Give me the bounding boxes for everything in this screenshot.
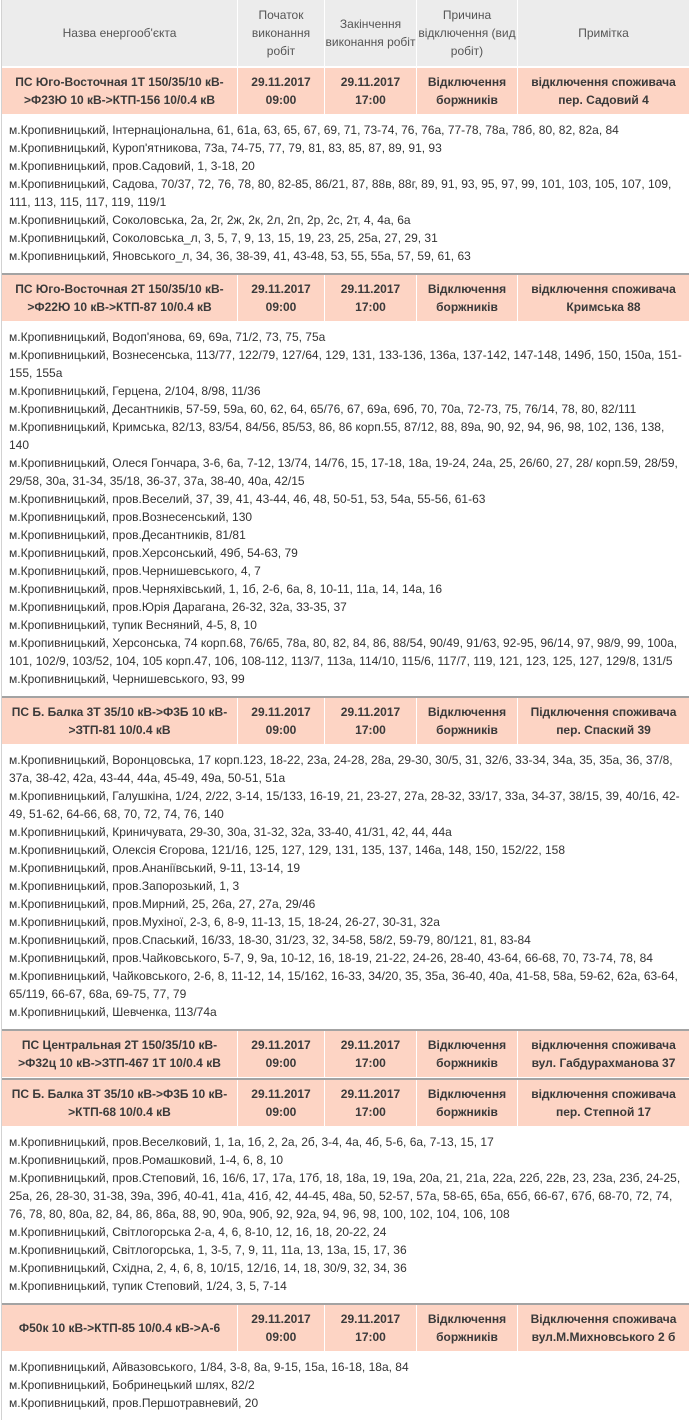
address-line: м.Кропивницький, пров.Херсонський, 49б, 54-63, 79 bbox=[9, 546, 298, 560]
address-line: м.Кропивницький, пров.Першотравневий, 20 bbox=[9, 1396, 259, 1410]
start-time-cell: 29.11.2017 09:00 bbox=[238, 1080, 325, 1126]
start-time-cell: 29.11.2017 09:00 bbox=[238, 1031, 325, 1077]
address-line: м.Кропивницький, Олексія Єгорова, 121/16, 125, 127, 129, 131, 135, 137, 146а, 148, 150, 152/22, 158 bbox=[9, 843, 566, 857]
address-line: м.Кропивницький, Куроп'ятникова, 73а, 74-75, 77, 79, 81, 83, 85, 87, 89, 91, 93 bbox=[9, 141, 442, 155]
energy-object-row bbox=[2, 68, 689, 115]
address-line: м.Кропивницький, Олеся Гончара, 3-6, 6а, 7-12, 13/74, 14/76, 15, 17-18, 18а, 19-24, 24а, 25, 26/60, 27, 28/ корп.59, 28/59, 29/58, 30а, 31-34, 35/18, 36-37, 37а, 38-40, 40а, 42/15 bbox=[9, 456, 678, 488]
note-cell: відключення споживача пер. Степной 17 bbox=[531, 1087, 676, 1119]
energy-object-row bbox=[2, 275, 689, 322]
reason-cell: Відключення боржників bbox=[417, 275, 518, 321]
reason-cell: Відключення боржників bbox=[417, 68, 518, 114]
reason-cell: Відключення боржників bbox=[417, 698, 518, 744]
address-line: м.Кропивницький, Айвазовського, 1/84, 3-8, 8а, 9-15, 15а, 16-18, 18а, 84 bbox=[9, 1360, 409, 1374]
address-list bbox=[2, 115, 689, 273]
note-cell: відключення споживача вул. Габдурахманова 37 bbox=[531, 1038, 676, 1070]
header-object-name: Назва енергооб'єкта bbox=[2, 0, 238, 66]
address-line: м.Кропивницький, Шевченка, 113/74а bbox=[9, 1005, 217, 1019]
address-line: м.Кропивницький, Соколовська_л, 3, 5, 7, 9, 13, 15, 19, 23, 25, 25а, 27, 29, 31 bbox=[9, 231, 438, 245]
end-time-cell: 29.11.2017 17:00 bbox=[325, 1305, 417, 1351]
energy-object-row bbox=[2, 1031, 689, 1078]
address-line: м.Кропивницький, пров.Запорозький, 1, 3 bbox=[9, 879, 240, 893]
object-name-cell: ПС Б. Балка 3Т 35/10 кВ->Ф3Б 10 кВ->КТП-68 10/0.4 кВ bbox=[2, 1080, 238, 1126]
address-line: м.Кропивницький, пров.Чернишевського, 4, 7 bbox=[9, 564, 261, 578]
end-time-cell: 29.11.2017 17:00 bbox=[325, 275, 417, 321]
address-line: м.Кропивницький, пров.Веселковий, 1, 1а, 1б, 2, 2а, 2б, 3-4, 4а, 4б, 5-6, 6а, 7-13, 15, 17 bbox=[9, 1135, 494, 1149]
start-time-cell: 29.11.2017 09:00 bbox=[238, 275, 325, 321]
note-cell: відключення споживача пер. Садовий 4 bbox=[531, 75, 676, 107]
note-cell: Відключення споживача вул.М.Михновського 2 б bbox=[530, 1312, 677, 1344]
object-name-cell: Ф50к 10 кВ->КТП-85 10/0.4 кВ->А-6 bbox=[2, 1305, 238, 1351]
address-list bbox=[2, 322, 689, 696]
address-line: м.Кропивницький, пров.Спаський, 16/33, 18-30, 31/23, 32, 34-58, 58/2, 59-79, 80/121, 81, 83-84 bbox=[9, 933, 531, 947]
address-line: м.Кропивницький, тупик Весняний, 4-5, 8, 10 bbox=[9, 618, 257, 632]
address-line: м.Кропивницький, Яновського_л, 34, 36, 38-39, 41, 43-48, 53, 55, 55а, 57, 59, 61, 63 bbox=[9, 249, 471, 263]
address-line: м.Кропивницький, тупик Степовий, 1/24, 3, 5, 7-14 bbox=[9, 1279, 287, 1293]
start-time-cell: 29.11.2017 09:00 bbox=[238, 68, 325, 114]
header-reason: Причина відключення (вид робіт) bbox=[417, 0, 518, 66]
address-line: м.Кропивницький, пров.Веселий, 37, 39, 41, 43-44, 46, 48, 50-51, 53, 54а, 55-56, 61-63 bbox=[9, 492, 486, 506]
address-line: м.Кропивницький, Кримська, 82/13, 83/54, 84/56, 85/53, 86, 86 корп.55, 87/12, 88, 89а, 90, 92, 94, 96, 98, 102, 136, 138, 140 bbox=[9, 420, 665, 452]
address-line: м.Кропивницький, пров.Степовий, 16, 16/6, 17, 17а, 17б, 18, 18а, 19, 19а, 20а, 21, 21а, 22а, 22б, 22в, 23, 23а, 23б, 24-25, 25а, 26, 28-30, 31-38, 39а, 39б, 40-41, 41а, 41б, 42, 44-45, 48а, 50, 52-57, 57а, 58-65, 65а, 65б, 66-67, 67б, 68-70, 72, 74, 76, 78, 80, 80а, 82, 84, 86, 86а, 88, 90, 90а, 90б, 92, 92а, 94, 96, 98, 100, 102, 104, 106, 108 bbox=[9, 1171, 681, 1221]
start-time-cell: 29.11.2017 09:00 bbox=[238, 698, 325, 744]
note-cell: Підключення споживача пер. Спаский 39 bbox=[530, 705, 677, 737]
address-line: м.Кропивницький, Східна, 2, 4, 6, 8, 10/15, 12/16, 14, 18, 30/9, 32, 34, 36 bbox=[9, 1261, 407, 1275]
address-line: м.Кропивницький, Криничувата, 29-30, 30а, 31-32, 32а, 33-40, 41/31, 42, 44, 44а bbox=[9, 825, 452, 839]
start-time-cell: 29.11.2017 09:00 bbox=[238, 1305, 325, 1351]
header-end-time: Закінчення виконання робіт bbox=[325, 0, 417, 66]
address-line: м.Кропивницький, Світлогорська 2-а, 4, 6, 8-10, 12, 16, 18, 20-22, 24 bbox=[9, 1225, 387, 1239]
address-line: м.Кропивницький, Десантників, 57-59, 59а, 60, 62, 64, 65/76, 67, 69а, 69б, 70, 70а, 72-73, 75, 76/14, 78, 80, 82/111 bbox=[9, 402, 637, 416]
address-list bbox=[2, 1352, 689, 1420]
address-line: м.Кропивницький, Воронцовська, 17 корп.123, 18-22, 23а, 24-28, 28а, 29-30, 30/5, 31, 32/6, 33-34, 34а, 35, 35а, 36, 37/8, 37а, 38-42, 42а, 43-44, 44а, 45-49, 49а, 50-51, 51а bbox=[9, 753, 673, 785]
note-cell: відключення споживача Кримська 88 bbox=[531, 282, 676, 314]
table-header-row bbox=[2, 0, 689, 68]
energy-object-row bbox=[2, 1305, 689, 1352]
address-line: м.Кропивницький, Херсонська, 74 корп.68, 76/65, 78а, 80, 82, 84, 86, 88/54, 90/49, 91/63, 92-95, 96/14, 97, 98/9, 99, 100а, 101, 102/9, 103/52, 104, 105 корп.47, 106, 108-112, 113/7, 113а, 114/10, 115/6, 117/7, 119, 121, 123, 125, 127, 129/8, 131/5 bbox=[9, 636, 678, 668]
reason-cell: Відключення боржників bbox=[417, 1305, 518, 1351]
address-line: м.Кропивницький, пров.Чайковського, 5-7, 9, 9а, 10-12, 16, 18-19, 21-22, 24-26, 28-40, 43-64, 66-68, 70, 73-74, 78, 84 bbox=[9, 951, 653, 965]
address-line: м.Кропивницький, пров.Черняхівський, 1, 1б, 2-6, 6а, 8, 10-11, 11а, 14, 14а, 16 bbox=[9, 582, 443, 596]
address-line: м.Кропивницький, Герцена, 2/104, 8/98, 11/36 bbox=[9, 384, 261, 398]
address-line: м.Кропивницький, пров.Ромашковий, 1-4, 6, 8, 10 bbox=[9, 1153, 284, 1167]
address-list bbox=[2, 1127, 689, 1303]
address-line: м.Кропивницький, Світлогорська, 1, 3-5, 7, 9, 11, 11а, 13, 13а, 15, 17, 36 bbox=[9, 1243, 407, 1257]
address-line: м.Кропивницький, Чайковського, 2-6, 8, 11-12, 14, 15/162, 16-33, 34/20, 35, 35а, 36-40, 40а, 41-58, 58а, 59-62, 62а, 63-64, 65/119, 66-67, 68а, 69-75, 77, 79 bbox=[9, 969, 678, 1001]
address-line: м.Кропивницький, пров.Садовий, 1, 3-18, 20 bbox=[9, 159, 255, 173]
address-line: м.Кропивницький, Вознесенська, 113/77, 122/79, 127/64, 129, 131, 133-136, 136а, 137-142, 147-148, 149б, 150, 150а, 151-155, 155а bbox=[9, 348, 682, 380]
table-body bbox=[2, 68, 689, 1420]
header-start-time: Початок виконання робіт bbox=[238, 0, 325, 66]
end-time-cell: 29.11.2017 17:00 bbox=[325, 1080, 417, 1126]
object-name-cell: ПС Б. Балка 3Т 35/10 кВ->Ф3Б 10 кВ->ЗТП-81 10/0.4 кВ bbox=[2, 698, 238, 744]
address-line: м.Кропивницький, Бобринецький шлях, 82/2 bbox=[9, 1378, 255, 1392]
outage-table bbox=[1, 0, 689, 1420]
reason-cell: Відключення боржників bbox=[417, 1031, 518, 1077]
object-name-cell: ПС Юго-Восточная 2Т 150/35/10 кВ->Ф22Ю 10 кВ->КТП-87 10/0.4 кВ bbox=[2, 275, 238, 321]
energy-object-row bbox=[2, 1080, 689, 1127]
address-line: м.Кропивницький, Галушкіна, 1/24, 2/22, 3-14, 15/133, 16-19, 21, 23-27, 27а, 28-32, 33/17, 33а, 34-37, 38/15, 39, 40/16, 42-49, 51-62, 64-66, 68, 70, 72, 74, 76, 140 bbox=[9, 789, 680, 821]
address-line: м.Кропивницький, Водоп'янова, 69, 69а, 71/2, 73, 75, 75а bbox=[9, 330, 326, 344]
header-note: Примітка bbox=[578, 26, 629, 40]
address-line: м.Кропивницький, пров.Ананіївський, 9-11, 13-14, 19 bbox=[9, 861, 301, 875]
address-line: м.Кропивницький, пров.Мухіної, 2-3, 6, 8-9, 11-13, 15, 18-24, 26-27, 30-31, 32а bbox=[9, 915, 440, 929]
address-line: м.Кропивницький, пров.Десантників, 81/81 bbox=[9, 528, 246, 542]
address-list bbox=[2, 745, 689, 1029]
address-line: м.Кропивницький, Соколовська, 2а, 2г, 2ж, 2к, 2л, 2п, 2р, 2с, 2т, 4, 4а, 6а bbox=[9, 213, 411, 227]
end-time-cell: 29.11.2017 17:00 bbox=[325, 1031, 417, 1077]
address-line: м.Кропивницький, Чернишевського, 93, 99 bbox=[9, 672, 245, 686]
end-time-cell: 29.11.2017 17:00 bbox=[325, 68, 417, 114]
end-time-cell: 29.11.2017 17:00 bbox=[325, 698, 417, 744]
reason-cell: Відключення боржників bbox=[417, 1080, 518, 1126]
address-line: м.Кропивницький, пров.Вознесенський, 130 bbox=[9, 510, 253, 524]
object-name-cell: ПС Центральная 2Т 150/35/10 кВ->Ф32ц 10 кВ->ЗТП-467 1Т 10/0.4 кВ bbox=[2, 1031, 238, 1077]
address-line: м.Кропивницький, пров.Юрія Дарагана, 26-32, 32а, 33-35, 37 bbox=[9, 600, 347, 614]
object-name-cell: ПС Юго-Восточная 1Т 150/35/10 кВ->Ф23Ю 10 кВ->КТП-156 10/0.4 кВ bbox=[2, 68, 238, 114]
address-line: м.Кропивницький, Інтернаціональна, 61, 61а, 63, 65, 67, 69, 71, 73-74, 76, 76а, 77-78, 78а, 78б, 80, 82, 82а, 84 bbox=[9, 123, 619, 137]
address-line: м.Кропивницький, пров.Мирний, 25, 26а, 27, 27а, 29/46 bbox=[9, 897, 316, 911]
address-line: м.Кропивницький, Садова, 70/37, 72, 76, 78, 80, 82-85, 86/21, 87, 88в, 88г, 89, 91, 93, 95, 97, 99, 101, 103, 105, 107, 109, 111, 113, 115, 117, 119, 119/1 bbox=[9, 177, 672, 209]
energy-object-row bbox=[2, 698, 689, 745]
